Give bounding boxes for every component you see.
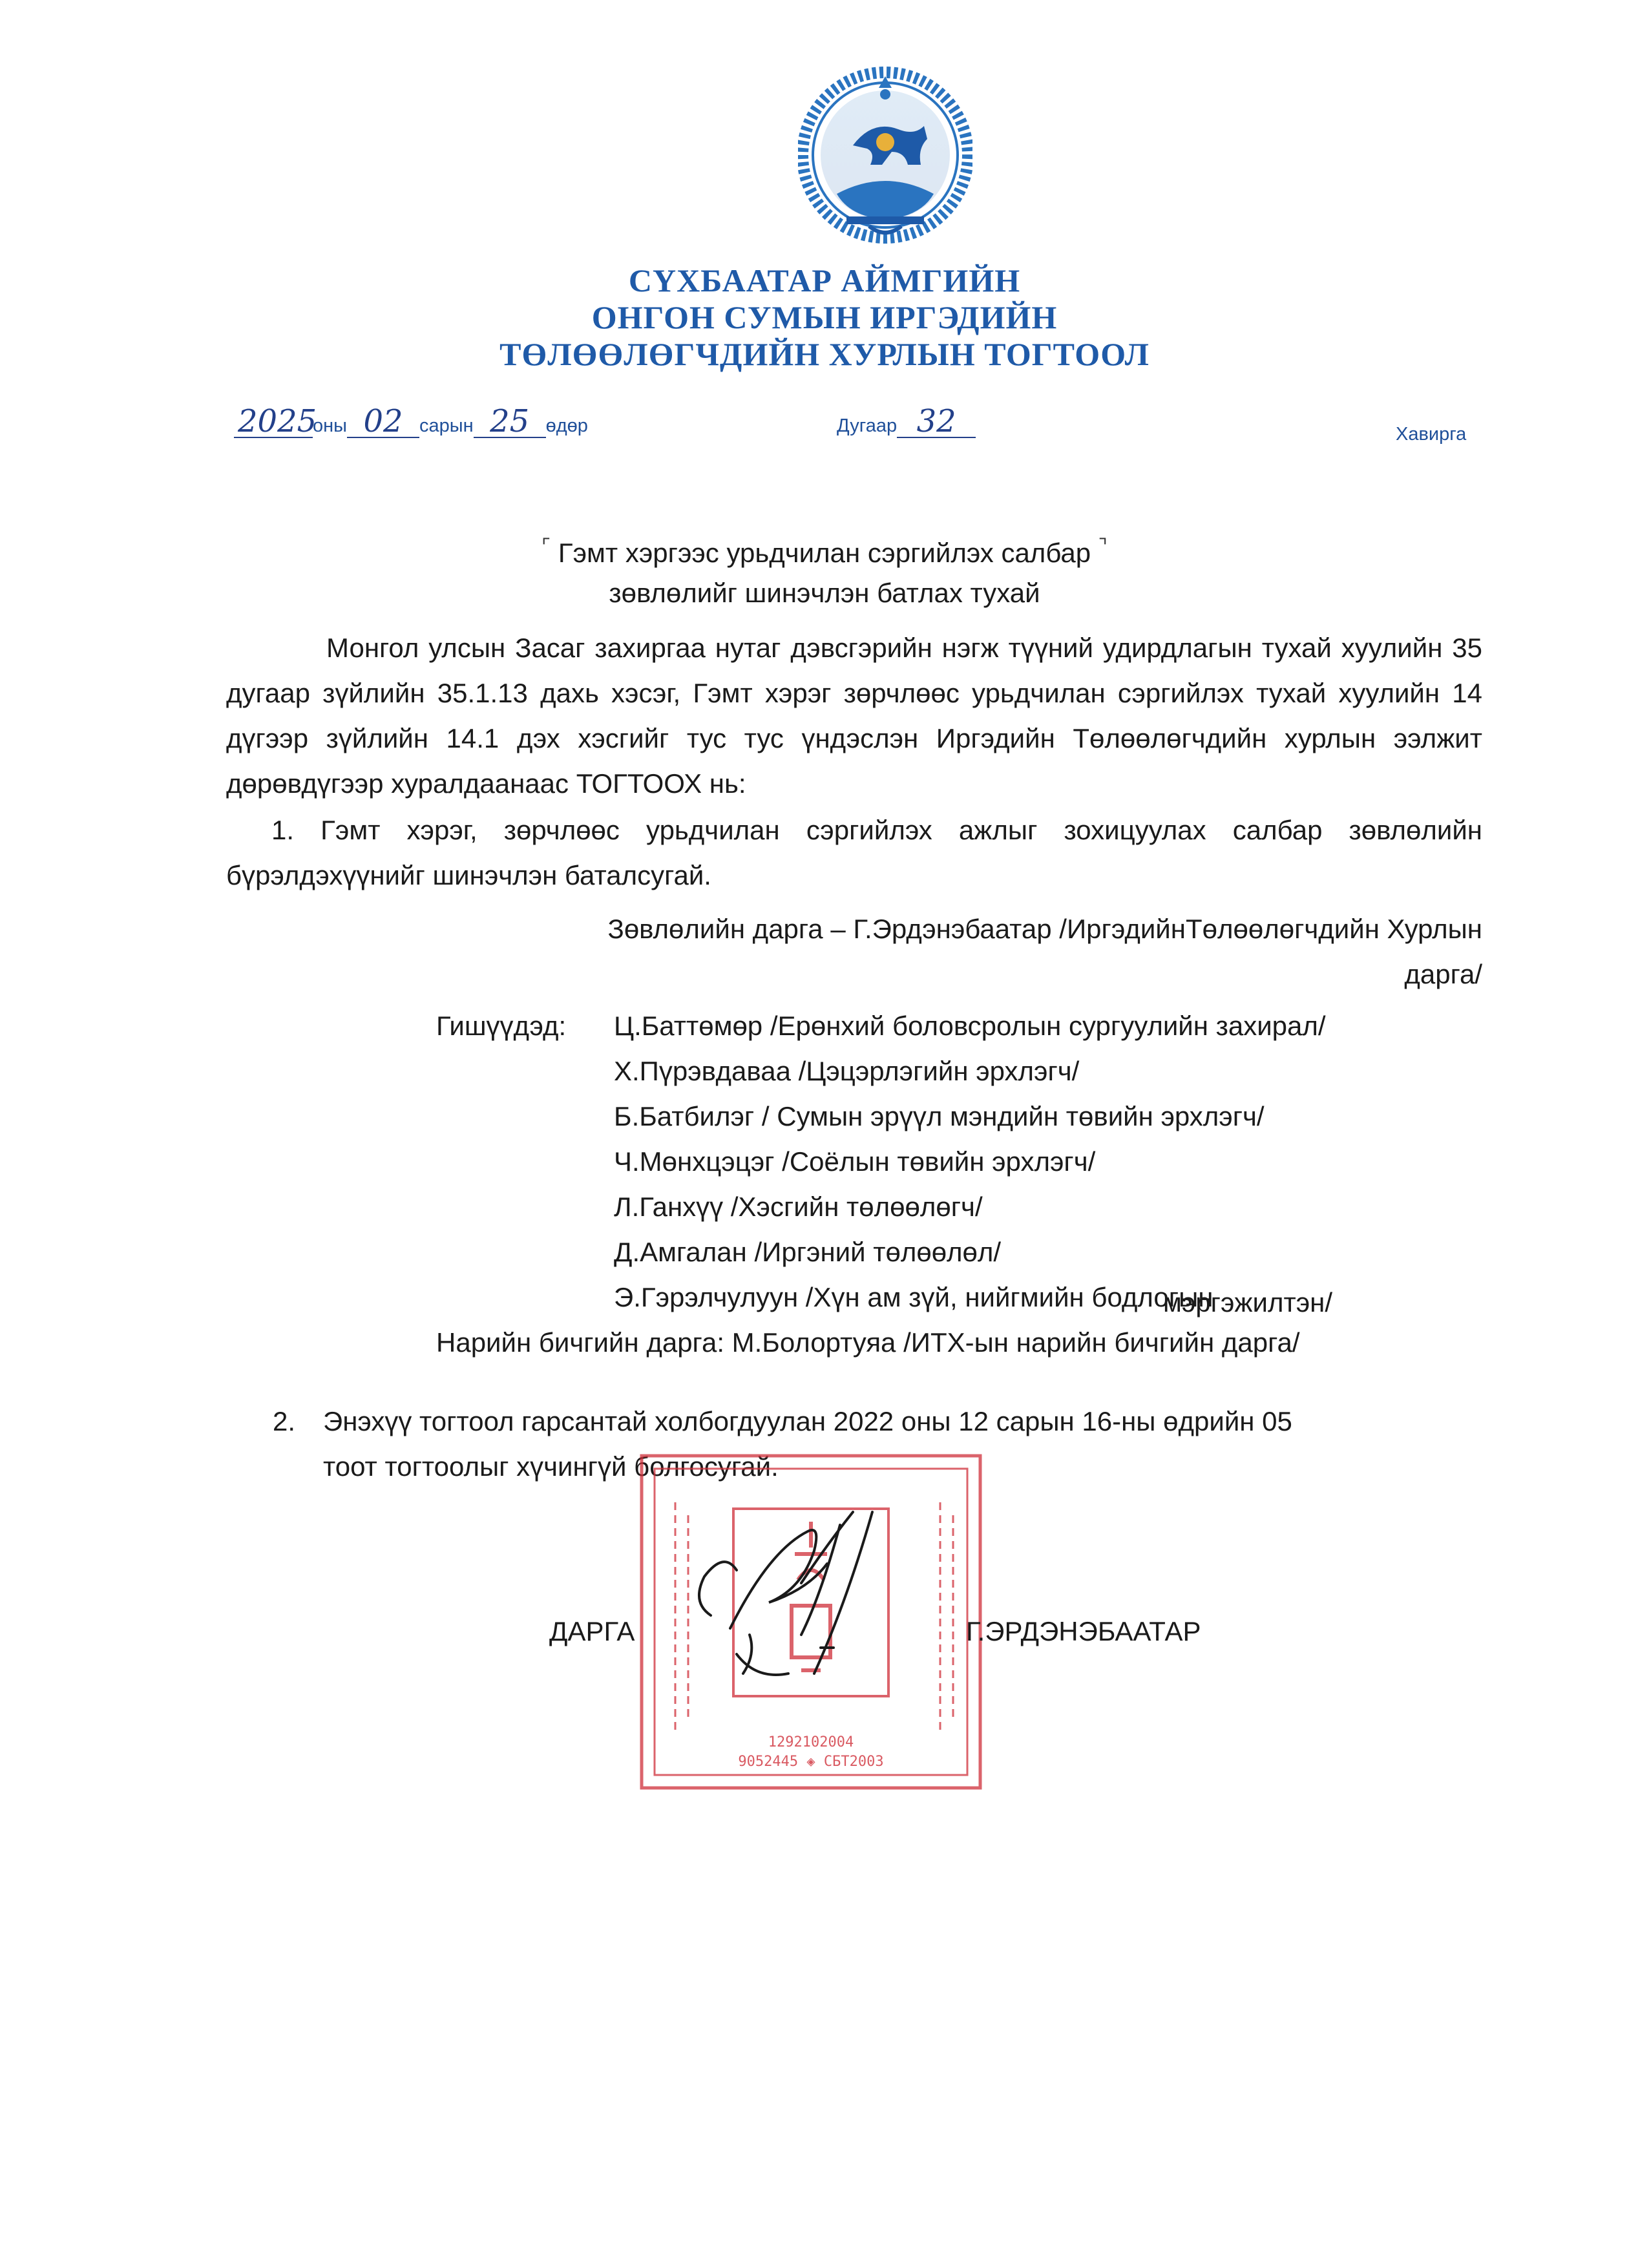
list-item: Ц.Баттөмөр /Ерөнхий боловсролын сургуулийн захирал/ xyxy=(614,1011,1326,1041)
list-item: Д.Амгалан /Иргэний төлөөлөл/ xyxy=(614,1237,1002,1267)
title-line1: Гэмт хэргээс урьдчилан сэргийлэх салбар xyxy=(558,538,1091,568)
signatory-name: Г.ЭРДЭНЭБААТАР xyxy=(966,1616,1201,1646)
preamble-paragraph: Монгол улсын Засаг захиргаа нутаг дэвсгэрийн нэгж түүний удирдлагын тухай хуулийн 35 дугаар зүйлийн 35.1.13 дахь хэсэг, Гэмт хэрэг зөрчлөөс урьдчилан сэргийлэх тухай хуулийн 14 дүгээр зүйлийн 14.1 дэх хэсгийг тус тус үндэслэн Иргэдийн Төлөөлөгчдийн хурлын ээлжит дөрөвдүгээр хуралдаанаас ТОГТООХ нь: xyxy=(226,633,1482,799)
signatory-title: ДАРГА xyxy=(549,1616,635,1646)
list-item: Б.Батбилэг / Сумын эрүүл мэндийн төвийн эрхлэгч/ xyxy=(614,1101,1265,1131)
members-list xyxy=(614,1003,1482,1320)
date-month-suffix: сарын xyxy=(419,415,474,436)
council-secretary: Нарийн бичгийн дарга: М.Болортуяа /ИТХ-ын нарийн бичгийн дарга/ xyxy=(436,1327,1300,1358)
bracket-left-icon: ⌜ xyxy=(541,536,551,557)
number-value: 32 xyxy=(897,406,976,438)
member-last-continuation: мэргэжилтэн/ xyxy=(1163,1287,1333,1318)
org-name-line1: СҮХБААТАР АЙМГИЙН xyxy=(628,262,1021,299)
document-type-line: ТӨЛӨӨЛӨГЧДИЙН ХУРЛЫН ТОГТООЛ xyxy=(499,336,1150,372)
stamp-number-line1: 1292102004 xyxy=(768,1734,854,1750)
document-place: Хавирга xyxy=(1396,424,1467,445)
handwritten-signature xyxy=(672,1486,963,1706)
council-chair-line2: дарга/ xyxy=(1404,959,1482,989)
emblem-logo xyxy=(798,65,972,252)
decision-item-1 xyxy=(226,808,1482,898)
members-label: Гишүүдэд: xyxy=(436,1011,567,1041)
item2-number: 2. xyxy=(273,1406,296,1436)
title-line2: зөвлөлийг шинэчлэн батлах тухай xyxy=(609,578,1040,608)
council-chair-line1: Зөвлөлийн дарга – Г.Эрдэнэбаатар /ИргэдийнТөлөөлөгчдийн Хурлын xyxy=(607,914,1482,944)
document-title xyxy=(0,527,1649,613)
date-year: 2025 xyxy=(234,406,313,438)
date-day: 25 xyxy=(474,406,546,438)
list-item: Х.Пүрэвдаваа /Цэцэрлэгийн эрхлэгч/ xyxy=(614,1056,1080,1086)
date-year-suffix: оны xyxy=(313,415,347,436)
org-name-line2: ОНГОН СУМЫН ИРГЭДИЙН xyxy=(591,299,1058,335)
item2-line1: Энэхүү тогтоол гарсантай холбогдуулан 2022 оны 12 сарын 16-ны өдрийн 05 xyxy=(323,1406,1292,1436)
council-chair xyxy=(388,907,1482,997)
stamp-number-line2: 9052445 ◈ СБТ2003 xyxy=(738,1754,884,1770)
date-month: 02 xyxy=(347,406,419,438)
item1-text: Гэмт хэрэг, зөрчлөөс урьдчилан сэргийлэх ажлыг зохицуулах салбар зөвлөлийн бүрэлдэхүүнийг шинэчлэн баталсугай. xyxy=(226,815,1482,890)
list-item: Л.Ганхүү /Хэсгийн төлөөлөгч/ xyxy=(614,1192,983,1222)
item2-line2: тоот тогтоолыг хүчингүй болгосугай. xyxy=(323,1451,779,1482)
item1-number: 1. xyxy=(271,815,295,845)
document-date xyxy=(234,403,588,439)
bracket-right-icon: ⌝ xyxy=(1098,536,1108,557)
list-item: Э.Гэрэлчулуун /Хүн ам зүй, нийгмийн бодлогын xyxy=(614,1282,1213,1312)
list-item: Ч.Мөнхцэцэг /Соёлын төвийн эрхлэгч/ xyxy=(614,1146,1096,1177)
document-number xyxy=(837,403,976,439)
date-day-suffix: өдөр xyxy=(545,415,588,436)
number-label: Дугаар xyxy=(837,415,898,436)
